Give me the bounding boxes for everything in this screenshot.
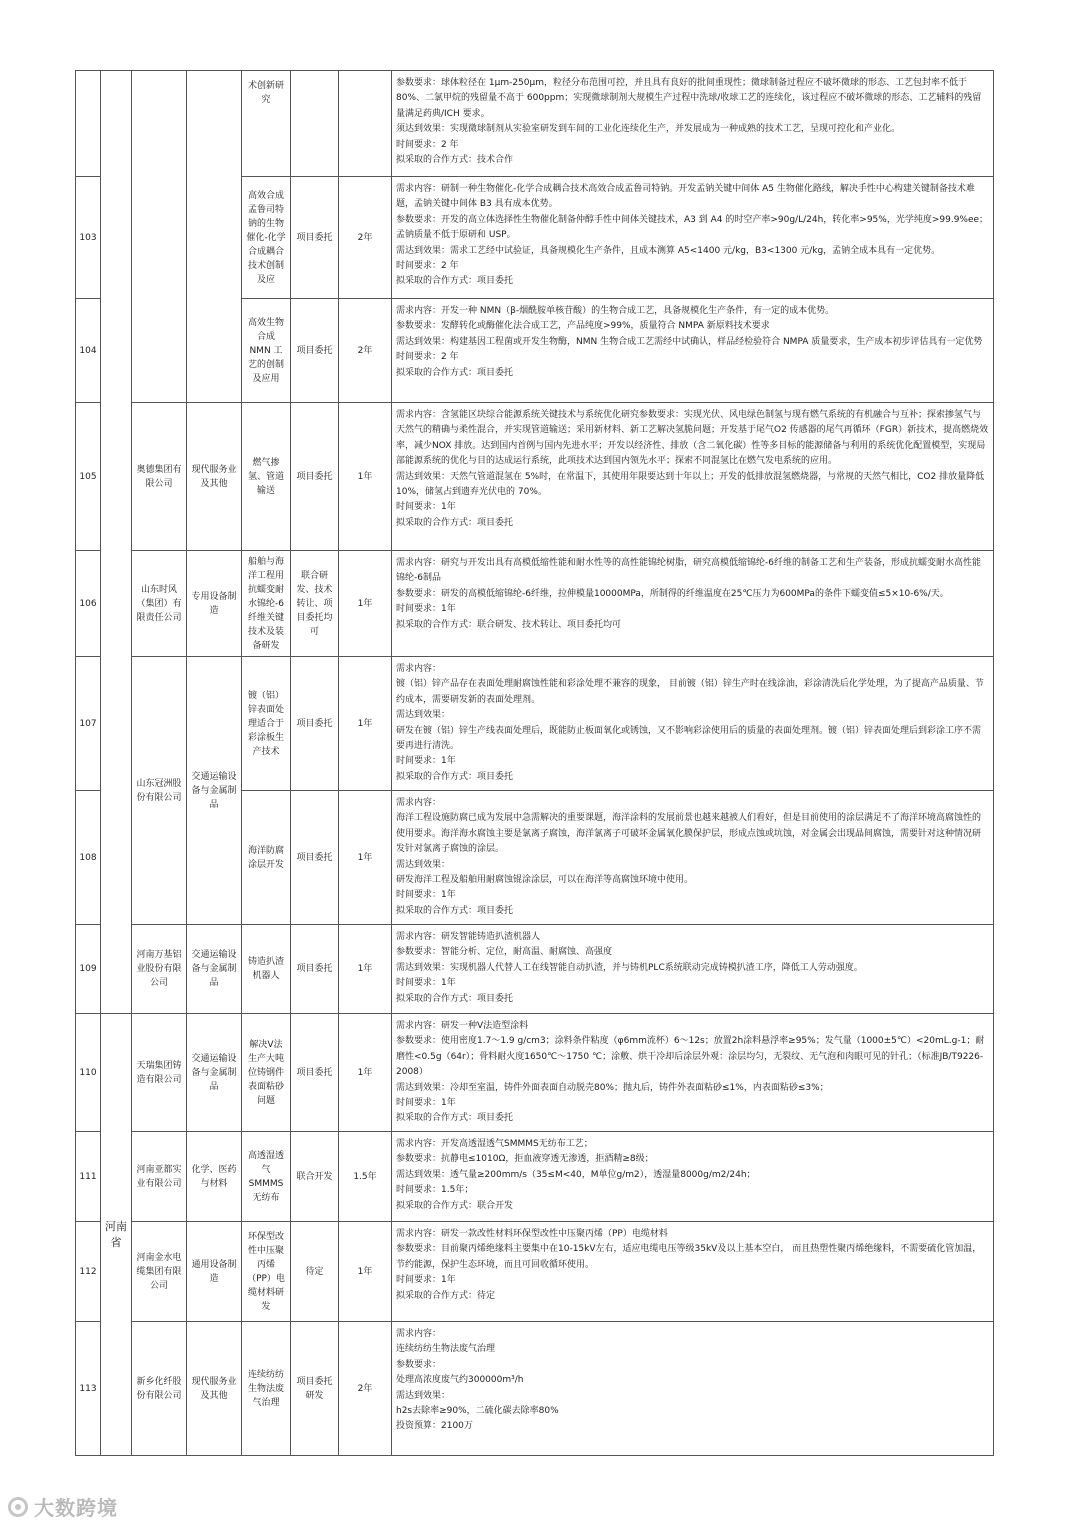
province-cell <box>101 71 132 1014</box>
demand-line: 参数要求：使用密度1.7～1.9 g/cm3；涂料条件粘度（φ6mm流杯）6～12s；放置2h涂料悬浮率≥95%；发气量（1000±5℃）<20mL.g-1；耐磨性<0.5g（64r）；骨料耐火度1650℃～1750 ℃；涂敷、烘干冷却后涂层外观：涂层均匀，无裂纹、无气泡和肉眼可见的针孔；（标准JB/T9226-2008） <box>396 1036 985 1078</box>
demand-cell <box>392 551 994 657</box>
demand-line: 参数要求：球体粒径在 1μm-250μm，粒径分布范围可控，并且具有良好的批间重现性；微球制备过程应不破坏微球的形态、工艺包封率不低于 80%、二氯甲烷的残留量不高于 600ppm；实现微球制剂大规模生产过程中洗球/收球工艺的连续化，该过程应不破坏微球的形态、工艺辅料的残留量满足药典/ICH 要求。 <box>396 78 982 119</box>
row-number: 112 <box>76 1222 101 1322</box>
demand-line: 拟采取的合作方式：项目委托 <box>396 905 514 916</box>
demand-line: 拟采取的合作方式：项目委托 <box>396 771 514 782</box>
project-cell: 高效生物合成 NMN 工艺的创制及应用 <box>242 299 291 403</box>
demand-line: 拟采取的合作方式：项目委托 <box>396 276 514 287</box>
demand-line: 时间要求：1年 <box>396 756 456 767</box>
demand-line: 需求内容：研制一种生物催化-化学合成耦合技术高效合成孟鲁司特钠。开发孟钠关键中间体 A5 生物催化路线，解决手性中心构建关键制备技术难题，孟钠关键中间体 B3 具有成本优势。 <box>396 184 975 210</box>
demand-line: 参数要求：抗静电≤1010Ω，拒血液穿透无渗透，拒酒精≥8级； <box>396 1154 654 1165</box>
company-cell: 河南万基铝业股份有限公司 <box>132 925 187 1014</box>
row-number: 108 <box>76 791 101 925</box>
demand-line: 须达到效果：实现微球制剂从实验室研发到车间的工业化连续化生产，并发展成为一种成熟的技术工艺，呈现可控化和产业化。 <box>396 124 901 135</box>
table-row <box>76 1322 994 1456</box>
project-cell: 高透湿透气SMMMS无纺布 <box>242 1132 291 1222</box>
duration-cell: 1年 <box>339 1014 392 1132</box>
company-cell: 奥德集团有限公司 <box>132 403 187 551</box>
weibo-logo-icon <box>8 1497 28 1517</box>
duration-cell: 1年 <box>339 925 392 1014</box>
demand-line: 参数要求：研发的高模低缩锦纶-6纤维，拉伸模量10000MPa，所制得的纤维温度在25℃压力为600MPa的条件下蠕变值≤5×10-6%/天。 <box>396 588 949 599</box>
duration-cell: 2年 <box>339 1322 392 1456</box>
table-row <box>76 1132 994 1222</box>
project-cell: 术创新研究 <box>242 71 291 177</box>
company-cell <box>132 71 187 403</box>
demand-line: 拟采取的合作方式：联合开发 <box>396 1200 514 1211</box>
demand-line: 需达到效果：冷却至室温，铸件外面表面自动脱壳80%；抛丸后，铸件外表面粘砂≤1%，内表面粘砂≤3%； <box>396 1082 829 1093</box>
demand-line: 需求内容：研发一款改性材料环保型改性中压聚丙烯（PP）电缆材料 <box>396 1229 668 1239</box>
demand-cell <box>392 925 994 1014</box>
demand-line: 时间要求：1年 <box>396 1275 456 1286</box>
coop-cell: 联合开发 <box>291 1132 339 1222</box>
industry-cell: 现代服务业及其他 <box>187 1322 242 1456</box>
row-number: 113 <box>76 1322 101 1456</box>
row-number: 104 <box>76 299 101 403</box>
demand-line: 需达到效果： <box>396 859 451 870</box>
coop-cell: 项目委托 <box>291 791 339 925</box>
demand-cell <box>392 1322 994 1456</box>
demand-cell <box>392 1014 994 1132</box>
demand-cell <box>392 791 994 925</box>
demand-line: 需达到效果： <box>396 1390 451 1401</box>
requirements-table-container <box>75 70 993 1456</box>
demand-line: 需达到效果：天然气管道混氢在 5%时，在常温下，其使用年限要达到十年以上；开发的低排放混氢燃烧器，与常规的天然气相比，CO2 排放量降低 10%，储氢占到遗弃光伏电的 70%。 <box>396 471 985 498</box>
coop-cell: 项目委托 <box>291 299 339 403</box>
watermark-text: 大数跨境 <box>34 1496 118 1520</box>
demand-line: 时间要求：2 年 <box>396 352 459 363</box>
demand-line: 参数要求：发酵转化或酶催化法合成工艺，产品纯度>99%，质量符合 NMPA 新原料技术要求 <box>396 321 770 332</box>
row-number: 107 <box>76 657 101 791</box>
coop-cell: 项目委托 <box>291 925 339 1014</box>
demand-line: 海洋工程设施防腐已成为发展中急需解决的重要课题，海洋涂料的发展前景也越来越被人们看好，但是目前使用的涂层满足不了海洋环境高腐蚀性的使用要求。海洋海水腐蚀主要是氯离子腐蚀，海洋氯离子可破坏金属氧化膜保护层，形成点蚀或坑蚀，对金属会出现晶间腐蚀，需要针对这种情况研发针对氯离子腐蚀的涂层。 <box>396 813 982 855</box>
demand-line: 需求内容：研发智能铸造扒渣机器人 <box>396 932 541 942</box>
requirements-table <box>75 70 994 1456</box>
duration-cell <box>339 71 392 177</box>
duration-cell: 1.5年 <box>339 1132 392 1222</box>
demand-line: 拟采取的合作方式：项目委托 <box>396 517 514 528</box>
coop-cell: 待定 <box>291 1222 339 1322</box>
table-row <box>76 403 994 551</box>
province-cell: 河南省 <box>101 1014 132 1456</box>
demand-line: 连续纺纺生物法废气治理 <box>396 1344 496 1355</box>
duration-cell: 1年 <box>339 791 392 925</box>
demand-line: 需达到效果： <box>396 710 451 721</box>
demand-line: 时间要求：1.5年； <box>396 1185 474 1196</box>
demand-line: 需求内容：研发一种V法造型涂料 <box>396 1021 529 1031</box>
demand-line: 需求内容：研究与开发出具有高模低缩性能和耐水性等的高性能锦纶树脂，研究高模低缩锦纶-6纤维的制备工艺和生产装备，形成抗蠕变耐水高性能锦纶-6制品 <box>396 558 981 584</box>
demand-line: 需达到效果：需求工艺经中试验证，具备规模化生产条件，且成本测算 A5<1400 元/kg，B3<1300 元/kg，孟钠全成本具有一定优势。 <box>396 245 941 256</box>
project-cell: 环保型改性中压聚丙烯（PP）电缆材料研发 <box>242 1222 291 1322</box>
demand-cell <box>392 657 994 791</box>
demand-line: 拟采取的合作方式：项目委托 <box>396 1113 514 1124</box>
demand-line: 研发在镀（铝）锌生产线表面处理后，既能防止板面氧化或锈蚀，又不影响彩涂使用后的质量的表面处理剂。镀（铝）锌表面处理后到彩涂工序不需要再进行清洗。 <box>396 725 982 752</box>
demand-line: 需求内容：开发一种 NMN（β-烟酰胺单核苷酸）的生物合成工艺，具备规模化生产条件，有一定的成本优势。 <box>396 306 835 316</box>
company-cell: 河南亚都实业有限公司 <box>132 1132 187 1222</box>
industry-cell: 化学、医药与材料 <box>187 1132 242 1222</box>
demand-cell <box>392 177 994 299</box>
table-row <box>76 1014 994 1132</box>
project-cell: 高效合成孟鲁司特钠的生物催化-化学合成耦合技术创制及应 <box>242 177 291 299</box>
duration-cell: 2年 <box>339 299 392 403</box>
table-row <box>76 551 994 657</box>
industry-cell: 现代服务业及其他 <box>187 403 242 551</box>
row-number <box>76 71 101 177</box>
coop-cell: 联合研发、技术转让、项目委托均可 <box>291 551 339 657</box>
demand-line: 参数要求：目前聚丙烯绝缘料主要集中在10-15kV左右，适应电缆电压等级35kV及以上基本空白， 而且热塑性聚丙烯绝缘料，不需要硫化管加温，节约能源，保护生态环境，而且可回收循环使用。 <box>396 1244 982 1270</box>
demand-line: 需求内容：含氢能区块综合能源系统关键技术与系统优化研究参数要求：实现光伏、风电绿色制氢与现有燃气系统的有机融合与互补；探索掺氢气与天然气的精确与柔性混合，并实现管道输送；采用新材料、新工艺解决氢脆问题；开发基于尾气O2 传感器的尾气再循环（FGR）新技术，提高燃烧效率，减少NOX 排放。达到国内首例与国内先进水平；开发以经济性、排放（含二氧化碳）性等多目标的能源储备与利用的系统优化配置模型，实现局部能源系统的优化与目的达成运行系统，此项技术达到国内领先水平；探索不同混氢比在燃气发电系统的应用。 <box>396 410 989 467</box>
industry-cell: 交通运输设备与金属制品 <box>187 925 242 1014</box>
industry-cell: 专用设备制造 <box>187 551 242 657</box>
industry-cell <box>187 71 242 403</box>
demand-line: 镀（铝）锌产品存在表面处理耐腐蚀性能和彩涂处理不兼容的现象， 目前镀（铝）锌生产时在线涂油，彩涂清洗后化学处理，为了提高产品质量、节约成本，需要研发新的表面处理剂。 <box>396 679 984 705</box>
table-row <box>76 657 994 791</box>
coop-cell: 项目委托 <box>291 1014 339 1132</box>
coop-cell: 项目委托 <box>291 177 339 299</box>
company-cell: 新乡化纤股份有限公司 <box>132 1322 187 1456</box>
project-cell: 解决V法生产大吨位铸钢件表面粘砂问题 <box>242 1014 291 1132</box>
row-number: 110 <box>76 1014 101 1132</box>
row-number: 103 <box>76 177 101 299</box>
project-cell: 铸造扒渣机器人 <box>242 925 291 1014</box>
industry-cell: 通用设备制造 <box>187 1222 242 1322</box>
demand-cell <box>392 299 994 403</box>
coop-cell: 项目委托 <box>291 403 339 551</box>
demand-line: 需求内容： <box>396 1329 442 1339</box>
demand-line: 需求内容： <box>396 664 442 674</box>
company-cell: 天瑞集团铸造有限公司 <box>132 1014 187 1132</box>
demand-line: 时间要求：2 年 <box>396 139 459 150</box>
demand-cell <box>392 71 994 177</box>
demand-line: 参数要求：智能分析、定位，耐高温、耐腐蚀、高强度 <box>396 947 613 958</box>
demand-line: 时间要求：1年 <box>396 1098 456 1109</box>
demand-line: 研发海洋工程及船舶用耐腐蚀锟涂涂层，可以在海洋等高腐蚀环境中使用。 <box>396 875 694 886</box>
coop-cell <box>291 71 339 177</box>
coop-cell: 项目委托 <box>291 657 339 791</box>
demand-line: 时间要求：2 年 <box>396 261 459 272</box>
demand-line: h2s去除率≥90%，二硫化碳去除率80% <box>396 1406 559 1417</box>
company-cell: 山东冠洲股份有限公司 <box>132 657 187 925</box>
table-row <box>76 71 994 177</box>
row-number: 105 <box>76 403 101 551</box>
duration-cell: 1年 <box>339 657 392 791</box>
project-cell: 镀（铝）锌表面处理适合于彩涂板生产技术 <box>242 657 291 791</box>
project-cell: 连续纺纺生物法废气治理 <box>242 1322 291 1456</box>
company-cell: 河南金水电缆集团有限公司 <box>132 1222 187 1322</box>
row-number: 111 <box>76 1132 101 1222</box>
demand-line: 需求内容： <box>396 798 442 808</box>
demand-line: 拟采取的合作方式：项目委托 <box>396 367 514 378</box>
table-row <box>76 925 994 1014</box>
duration-cell: 2年 <box>339 177 392 299</box>
watermark <box>8 1492 118 1521</box>
demand-line: 参数要求：开发的高立体选择性生物催化制备仲醇手性中间体关键技术，A3 到 A4 的时空产率>90g/L/24h，转化率>95%，光学纯度>99.9%ee；孟钠质量不低于原研和 USP。 <box>396 214 989 241</box>
coop-cell: 项目委托研发 <box>291 1322 339 1456</box>
demand-line: 投资预算：2100万 <box>396 1421 473 1432</box>
demand-line: 拟采取的合作方式：联合研发、技术转让、项目委托均可 <box>396 619 622 630</box>
demand-line: 时间要求：1年 <box>396 978 456 989</box>
project-cell: 燃气掺氢、管道输送 <box>242 403 291 551</box>
industry-cell: 交通运输设备与金属制品 <box>187 657 242 925</box>
row-number: 106 <box>76 551 101 657</box>
demand-line: 拟采取的合作方式：项目委托 <box>396 993 514 1004</box>
demand-line: 需达到效果：透气量≥200mm/s（35≤M<40，M单位g/m2），透湿量8000g/m2/24h； <box>396 1169 756 1180</box>
demand-line: 拟采取的合作方式：待定 <box>396 1290 496 1301</box>
industry-cell: 交通运输设备与金属制品 <box>187 1014 242 1132</box>
demand-cell <box>392 403 994 551</box>
demand-line: 时间要求：1年 <box>396 890 456 901</box>
demand-line: 时间要求：1年 <box>396 604 456 615</box>
demand-line: 需达到效果：构建基因工程菌或开发生物酶，NMN 生物合成工艺需经中试确认，样品经检验符合 NMPA 质量要求，生产成本初步评估具有一定优势 <box>396 336 983 347</box>
demand-line: 需达到效果：实现机器人代替人工在线智能自动扒渣，并与铸机PLC系统联动完成铸模扒渣工序，降低工人劳动强度。 <box>396 962 863 973</box>
duration-cell: 1年 <box>339 403 392 551</box>
project-cell: 船舶与海洋工程用抗蠕变耐水锦纶-6纤维关键技术及装备研发 <box>242 551 291 657</box>
demand-line: 时间要求：1年 <box>396 502 456 513</box>
company-cell: 山东时风（集团）有限责任公司 <box>132 551 187 657</box>
demand-line: 处理高浓度废气约300000m³/h <box>396 1375 524 1386</box>
demand-cell <box>392 1132 994 1222</box>
duration-cell: 1年 <box>339 551 392 657</box>
demand-line: 需求内容：开发高透湿透气SMMMS无纺布工艺； <box>396 1139 593 1149</box>
demand-line: 拟采取的合作方式：技术合作 <box>396 155 514 166</box>
demand-line: 参数要求： <box>396 1359 442 1370</box>
project-cell: 海洋防腐涂层开发 <box>242 791 291 925</box>
demand-cell <box>392 1222 994 1322</box>
duration-cell: 1年 <box>339 1222 392 1322</box>
row-number: 109 <box>76 925 101 1014</box>
table-row <box>76 1222 994 1322</box>
